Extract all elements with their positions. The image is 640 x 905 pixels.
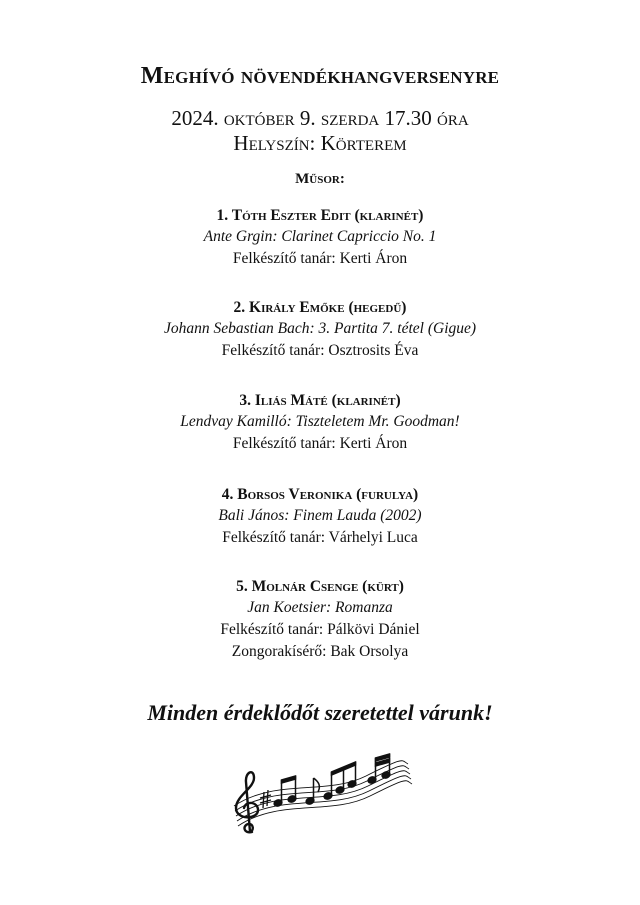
accompanist: Zongorakísérő: Bak Orsolya (231, 643, 409, 660)
teacher: Felkészítő tanár: Kerti Áron (232, 435, 408, 452)
piece-title: Ante Grgin: Clarinet Capriccio No. 1 (203, 228, 437, 245)
teacher: Felkészítő tanár: Kerti Áron (232, 250, 408, 267)
performer: 5. Molnár Csenge (kürt) (236, 578, 404, 595)
closing-message: Minden érdeklődőt szeretettel várunk! (147, 700, 493, 725)
piece-title: Jan Koetsier: Romanza (247, 599, 393, 616)
teacher: Felkészítő tanár: Várhelyi Luca (222, 529, 418, 546)
piece-title: Bali János: Finem Lauda (2002) (218, 507, 422, 524)
page-title: Meghívó növendékhangversenyre (140, 63, 500, 89)
program-item (0, 390, 640, 455)
program-item (0, 297, 640, 362)
program-item (0, 576, 640, 663)
performer: 3. Iliás Máté (klarinét) (239, 392, 401, 409)
performer: 1. Tóth Eszter Edit (klarinét) (216, 207, 424, 224)
program-item (0, 484, 640, 549)
event-date: 2024. október 9. szerda 17.30 óra (171, 106, 469, 130)
piece-title: Johann Sebastian Bach: 3. Partita 7. tétel (Gigue) (163, 320, 477, 337)
program-label: Műsor: (295, 171, 345, 187)
program-item (0, 205, 640, 270)
teacher: Felkészítő tanár: Osztrosits Éva (221, 342, 419, 359)
performer: 4. Borsos Veronika (furulya) (221, 486, 419, 503)
performer: 2. Király Emőke (hegedű) (233, 299, 407, 316)
piece-title: Lendvay Kamilló: Tiszteletem Mr. Goodman! (180, 413, 460, 430)
teacher: Felkészítő tanár: Pálkövi Dániel (220, 621, 420, 638)
event-venue: Helyszín: Körterem (233, 131, 407, 155)
music-notes-icon (226, 748, 416, 838)
